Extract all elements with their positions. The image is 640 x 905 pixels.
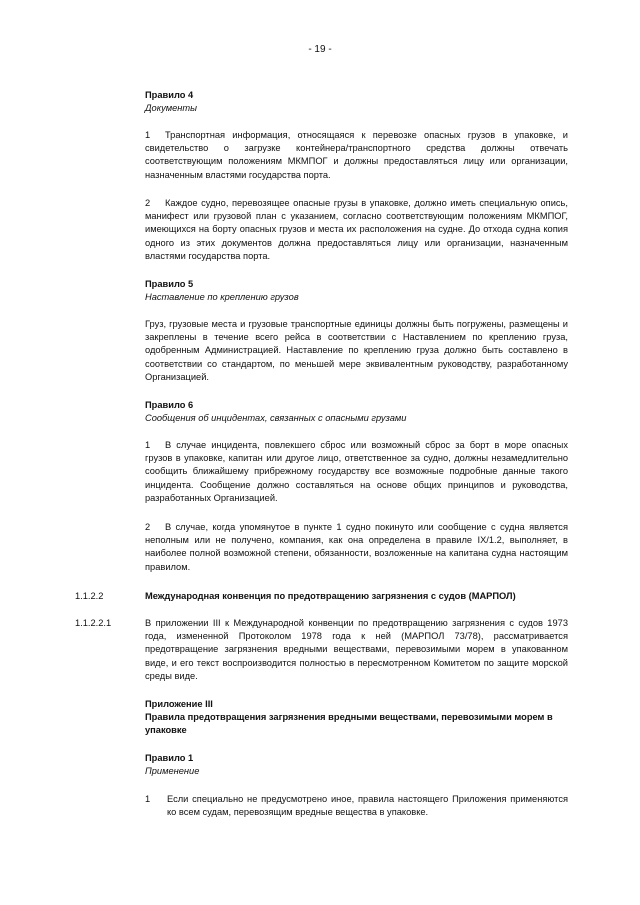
rule6-p1-number: 1	[145, 440, 151, 450]
rule5-subtitle: Наставление по креплению грузов	[145, 292, 299, 302]
annex-rule1-title: Правило 1	[145, 753, 194, 763]
rule4-p2-number: 2	[145, 198, 151, 208]
rule4-title: Правило 4	[145, 90, 194, 100]
rule5-p1-text: Груз, грузовые места и грузовые транспортные единицы должны быть погружены, размещены и закреплены в течение всего рейса в соответствии с Наставлением по креплению груза, одобренным Администрацией. Наставление по креплению груза должно быть составлено в соответствии со стандартом, по меньшей мере эквивалентным руководству, разработанному Организацией.	[145, 319, 568, 382]
rule4-subtitle: Документы	[145, 103, 197, 113]
rule6-p1-text: В случае инцидента, повлекшего сброс или возможный сброс за борт в море опасных грузов в упаковке, капитан или другое лицо, ответственное за судно, должны незамедлительно сообщить ближайшему прибрежному государству все возможные подробные данные такого инцидента. Сообщение должно составляться на основе общих принципов и руководства, разработанных Организацией.	[145, 440, 568, 503]
rule4-p2-text: Каждое судно, перевозящее опасные грузы в упаковке, должно иметь специальную опись, манифест или грузовой план с указанием, согласно соответствующим положениям МКМПОГ, имеющихся на борту опасных грузов и места их расположения на судне. До отхода судна копия одного из этих документов должна предоставляться лицу или организации, назначенным властями государства порта.	[145, 198, 568, 261]
rule6-subtitle: Сообщения об инцидентах, связанных с опасными грузами	[145, 413, 407, 423]
rule6-title: Правило 6	[145, 400, 194, 410]
rule5-paragraph-1	[145, 318, 568, 384]
rule6-paragraph-1	[145, 439, 568, 505]
annex3-title: Приложение III	[145, 699, 213, 709]
annex-rule1-p1-text: Если специально не предусмотрено иное, правила настоящего Приложения применяются ко всем судам, перевозящим вредные вещества в упаковке.	[167, 794, 568, 818]
section-11221-paragraph	[145, 617, 568, 683]
rule5-title: Правило 5	[145, 279, 194, 289]
rule4-p1-number: 1	[145, 130, 151, 140]
rule6-p2-text: В случае, когда упомянутое в пункте 1 судно покинуто или сообщение с судна является неполным или не получено, компания, как она определена в правиле IX/1.2, выполняет, в наиболее полной возможной степени, обязанности, возложенные на капитана судна настоящим правилом.	[145, 522, 568, 572]
section-11221-number: 1.1.2.2.1	[75, 618, 112, 628]
annex-rule1-subtitle: Применение	[145, 766, 200, 776]
rule4-paragraph-2	[145, 197, 568, 263]
section-1122-number: 1.1.2.2	[75, 591, 104, 601]
annex-rule1-paragraph-1	[145, 793, 568, 819]
annex-rule1-p1-number: 1	[145, 794, 151, 804]
section-1122-title: Международная конвенция по предотвращению загрязнения с судов (МАРПОЛ)	[145, 591, 516, 601]
annex3-subtitle: Правила предотвращения загрязнения вредными веществами, перевозимыми морем в упаковке	[145, 712, 553, 736]
rule4-p1-text: Транспортная информация, относящаяся к перевозке опасных грузов в упаковке, и свидетельство о загрузке контейнера/транспортного средства должны отвечать соответствующим положениям МКМПОГ и должны предоставляться лицу или организации, назначенным властями государства порта.	[145, 130, 568, 180]
rule4-paragraph-1	[145, 129, 568, 182]
rule6-p2-number: 2	[145, 522, 151, 532]
rule6-paragraph-2	[145, 521, 568, 574]
section-11221-text: В приложении III к Международной конвенции по предотвращению загрязнения с судов 1973 года, измененной Протоколом 1978 года к ней (МАРПОЛ 73/78), рассматривается предотвращение загрязнения вредными веществами, перевозимыми морем в упакованном виде, и его текст воспроизводится полностью в пересмотренном Комитетом по защите морской среды виде.	[145, 618, 568, 681]
page-number: - 19 -	[308, 44, 332, 55]
